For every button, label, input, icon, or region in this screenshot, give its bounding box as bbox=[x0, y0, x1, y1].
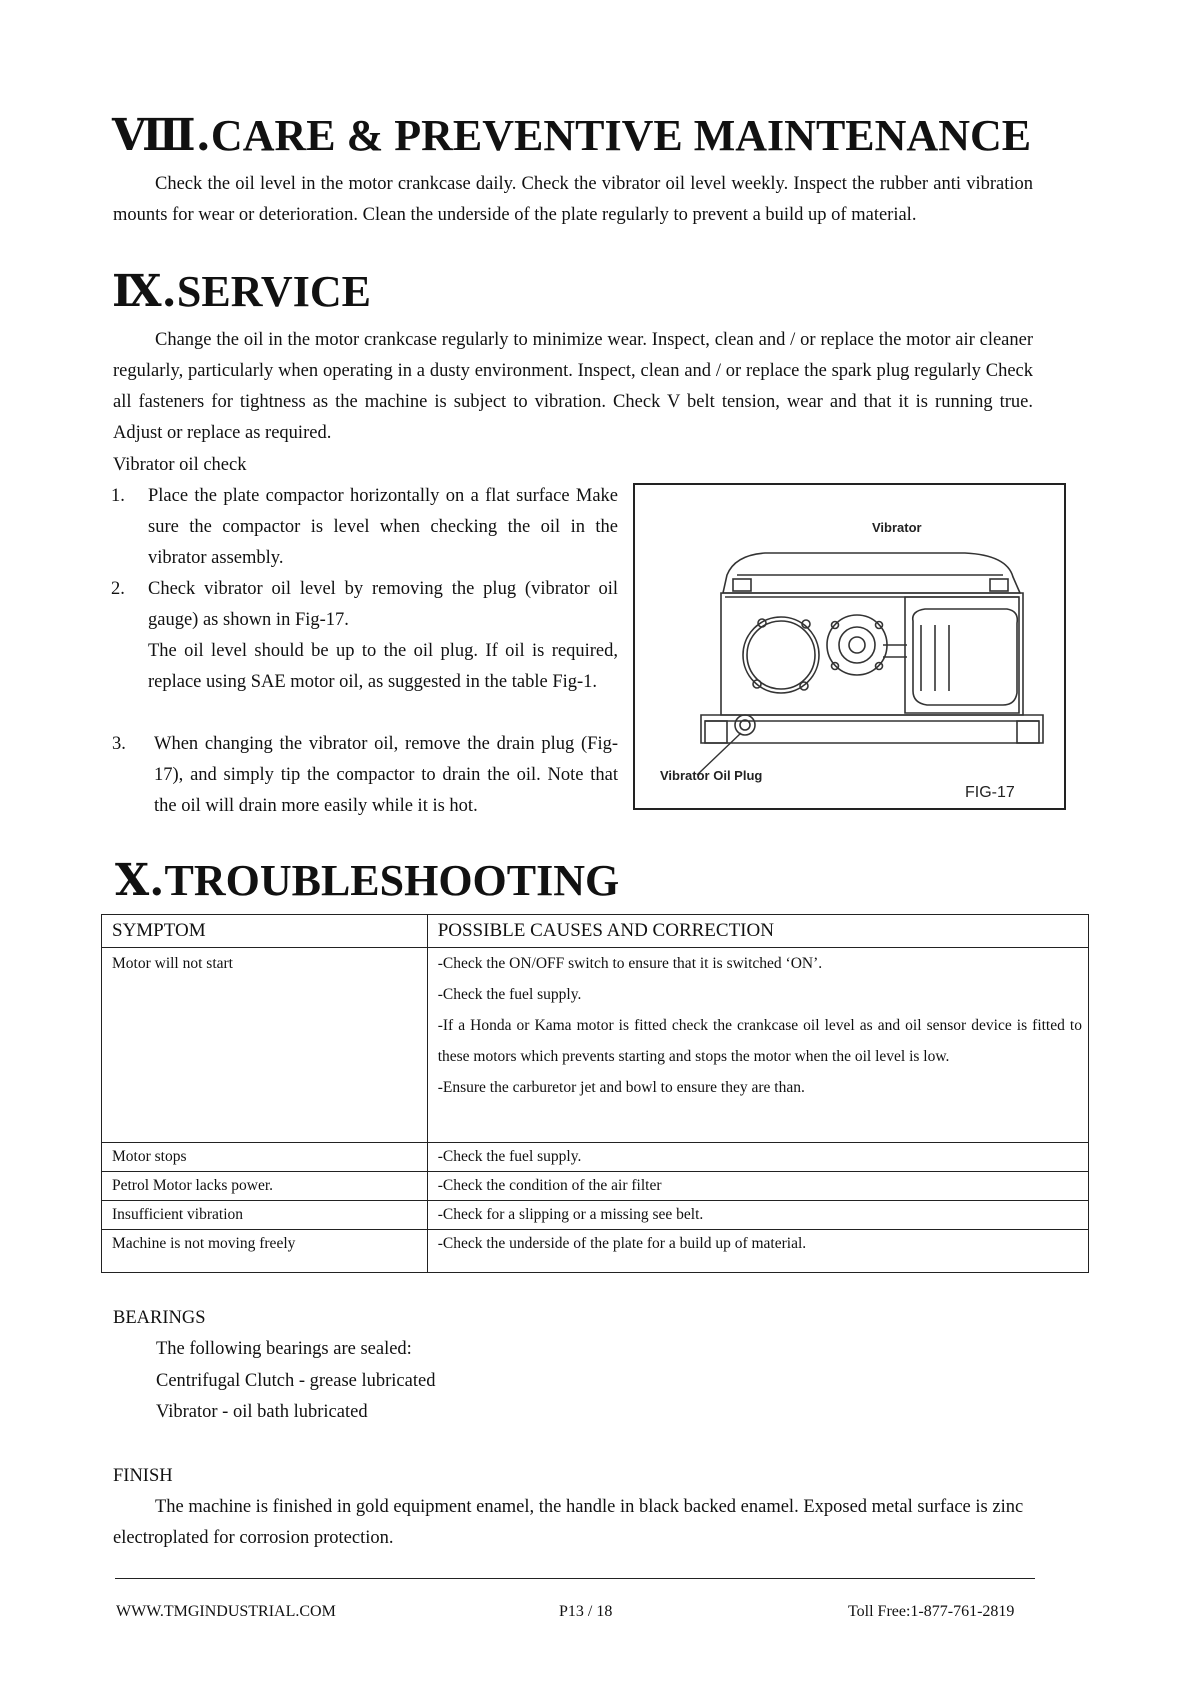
finish-body-text: The machine is finished in gold equipment enamel, the handle in black backed enamel. Exposed metal surface is zinc electroplated for corrosion protection. bbox=[113, 1497, 1024, 1548]
footer-divider bbox=[115, 1578, 1035, 1579]
care-title: CARE & PREVENTIVE MAINTENANCE bbox=[210, 111, 1032, 160]
symptom-cell: Insufficient vibration bbox=[102, 1201, 428, 1230]
step-text-continued: The oil level should be up to the oil plug. If oil is required, replace using SAE motor oil, as suggested in the table Fig-1. bbox=[148, 641, 618, 692]
causes-header: POSSIBLE CAUSES AND CORRECTION bbox=[427, 915, 1088, 948]
finish-heading: FINISH bbox=[113, 1466, 173, 1486]
cause-cell: -Check the condition of the air filter bbox=[427, 1172, 1088, 1201]
service-title: SERVICE bbox=[176, 267, 371, 316]
vibrator-label: Vibrator bbox=[872, 520, 922, 535]
cause-line: -Check the fuel supply. bbox=[437, 986, 582, 1003]
table-row bbox=[102, 1172, 1089, 1201]
list-item bbox=[111, 574, 618, 698]
footer-page-number: P13 / 18 bbox=[559, 1603, 613, 1620]
footer-website: WWW.TMGINDUSTRIAL.COM bbox=[116, 1603, 336, 1620]
cause-line: -Ensure the carburetor jet and bowl to ensure they are than. bbox=[437, 1079, 805, 1096]
cause-cell: -Check the fuel supply. bbox=[427, 1143, 1088, 1172]
service-body bbox=[113, 325, 1033, 449]
vibrator-illustration bbox=[635, 485, 1064, 808]
table-header-row bbox=[102, 915, 1089, 948]
step-number: 1. bbox=[111, 486, 125, 506]
care-body bbox=[113, 169, 1033, 231]
symptom-cell: Machine is not moving freely bbox=[102, 1230, 428, 1273]
footer-phone: Toll Free:1-877-761-2819 bbox=[848, 1603, 1015, 1620]
cause-cell bbox=[427, 948, 1088, 1143]
troubleshooting-heading bbox=[115, 856, 619, 906]
symptom-header: SYMPTOM bbox=[102, 915, 428, 948]
bearings-line: Centrifugal Clutch - grease lubricated bbox=[156, 1371, 436, 1391]
cause-line: -If a Honda or Kama motor is fitted check the crankcase oil level as and oil sensor device is fitted to these motors which prevents starting and stops the motor when the oil level is low. bbox=[437, 1017, 1082, 1065]
table-row bbox=[102, 1230, 1089, 1273]
troubleshooting-numeral: Ⅹ. bbox=[115, 855, 165, 906]
list-item bbox=[112, 729, 618, 822]
vibrator-figure bbox=[633, 483, 1066, 810]
symptom-cell: Motor stops bbox=[102, 1143, 428, 1172]
care-body-text: Check the oil level in the motor crankcase daily. Check the vibrator oil level weekly. Inspect the rubber anti vibration mounts for wear or deterioration. Clean the underside of the plate regularly to prevent a build up of material. bbox=[113, 174, 1033, 225]
cause-cell: -Check the underside of the plate for a build up of material. bbox=[427, 1230, 1088, 1273]
figure-caption: FIG-17 bbox=[965, 784, 1015, 801]
list-item bbox=[111, 481, 618, 574]
step-text: Place the plate compactor horizontally on a flat surface Make sure the compactor is level when checking the oil in the vibrator assembly. bbox=[148, 486, 618, 568]
service-numeral: Ⅸ. bbox=[112, 266, 177, 317]
bearings-heading: BEARINGS bbox=[113, 1308, 206, 1328]
service-heading bbox=[112, 267, 371, 317]
care-numeral: Ⅷ. bbox=[112, 110, 211, 161]
symptom-text: Motor will not start bbox=[112, 955, 233, 972]
service-body-text: Change the oil in the motor crankcase regularly to minimize wear. Inspect, clean and / or replace the motor air cleaner regularly, particularly when operating in a dusty environment. Inspect, clean and / or replace the spark plug regularly Check all fasteners for tightness as the machine is subject to vibration. Check V belt tension, wear and that it is running true. Adjust or replace as required. bbox=[113, 330, 1033, 443]
step-text: Check vibrator oil level by removing the plug (vibrator oil gauge) as shown in Fig-17. bbox=[148, 579, 618, 630]
troubleshooting-title: TROUBLESHOOTING bbox=[164, 856, 620, 905]
bearings-line: The following bearings are sealed: bbox=[156, 1339, 412, 1359]
step-text: When changing the vibrator oil, remove the drain plug (Fig-17), and simply tip the compactor to drain the oil. Note that the oil will drain more easily while it is hot. bbox=[154, 734, 618, 816]
care-heading bbox=[112, 111, 1031, 161]
vibrator-oil-check-heading: Vibrator oil check bbox=[113, 455, 247, 475]
bearings-line: Vibrator - oil bath lubricated bbox=[156, 1402, 368, 1422]
oil-plug-label: Vibrator Oil Plug bbox=[660, 768, 763, 783]
cause-cell: -Check for a slipping or a missing see belt. bbox=[427, 1201, 1088, 1230]
symptom-cell: Petrol Motor lacks power. bbox=[102, 1172, 428, 1201]
step-number: 3. bbox=[112, 734, 126, 754]
finish-body bbox=[113, 1492, 1033, 1554]
step-number: 2. bbox=[111, 579, 125, 599]
table-row bbox=[102, 1201, 1089, 1230]
table-row bbox=[102, 948, 1089, 1143]
symptom-cell bbox=[102, 948, 428, 1143]
troubleshooting-table bbox=[101, 914, 1089, 1273]
cause-line: -Check the ON/OFF switch to ensure that it is switched ‘ON’. bbox=[437, 955, 823, 972]
table-row bbox=[102, 1143, 1089, 1172]
